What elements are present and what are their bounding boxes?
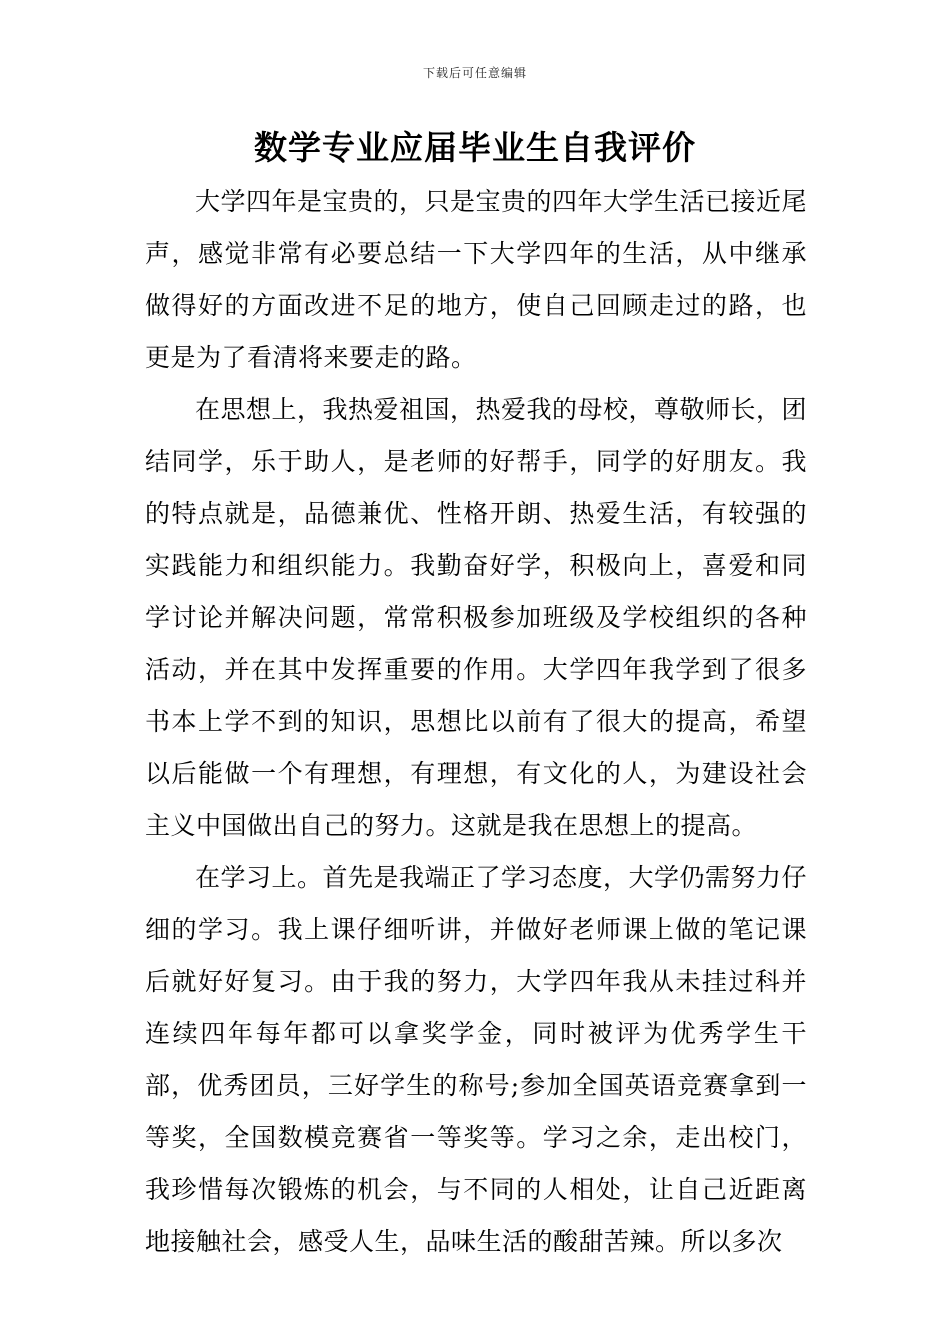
- paragraph-study: 在学习上。首先是我端正了学习态度，大学仍需努力仔细的学习。我上课仔细听讲，并做好老师课上做的笔记课后就好好复习。由于我的努力，大学四年我从未挂过科并连续四年每年都可以拿奖学金，同时被评为优秀学生干部，优秀团员，三好学生的称号;参加全国英语竞赛拿到一等奖，全国数模竞赛省一等奖等。学习之余，走出校门，我珍惜每次锻炼的机会，与不同的人相处，让自己近距离地接触社会，感受人生，品味生活的酸甜苦辣。所以多次: [145, 863, 808, 1256]
- paragraph-intro: 大学四年是宝贵的，只是宝贵的四年大学生活已接近尾声，感觉非常有必要总结一下大学四年的生活，从中继承做得好的方面改进不足的地方，使自己回顾走过的路，也更是为了看清将来要走的路。: [145, 187, 808, 372]
- header-note: 下载后可任意编辑: [422, 66, 527, 80]
- document-body: [145, 176, 807, 1268]
- paragraph-thought: 在思想上，我热爱祖国，热爱我的母校，尊敬师长，团结同学，乐于助人，是老师的好帮手，同学的好朋友。我的特点就是，品德兼优、性格开朗、热爱生活，有较强的实践能力和组织能力。我勤奋好学，积极向上，喜爱和同学讨论并解决问题，常常积极参加班级及学校组织的各种活动，并在其中发挥重要的作用。大学四年我学到了很多书本上学不到的知识，思想比以前有了很大的提高，希望以后能做一个有理想，有理想，有文化的人，为建设社会主义中国做出自己的努力。这就是我在思想上的提高。: [145, 395, 808, 840]
- document-title: 数学专业应届毕业生自我评价: [254, 128, 696, 167]
